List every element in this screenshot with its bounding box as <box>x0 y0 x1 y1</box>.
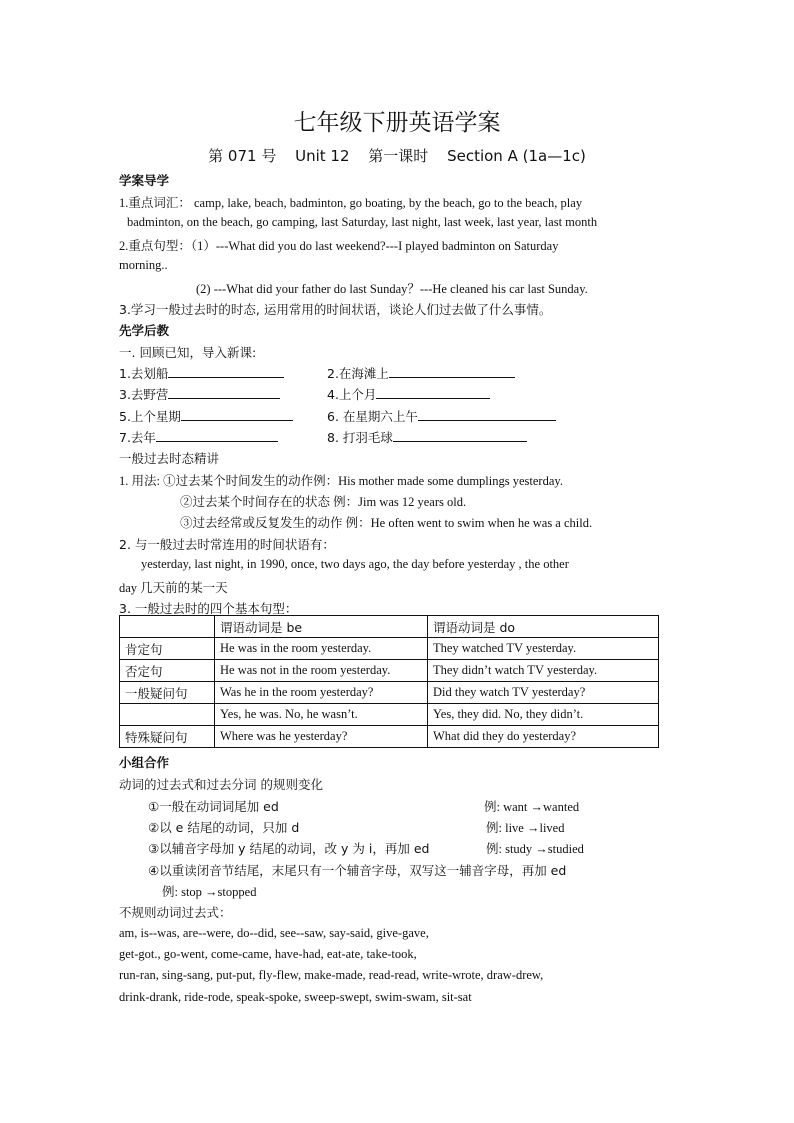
sentence-line-2: morning.. <box>119 258 168 272</box>
guide-heading: 学案导学 <box>119 173 170 188</box>
table-cell: He was in the room yesterday. <box>215 638 428 660</box>
usage-2: ②过去某个时间存在的状态 例：Jim was 12 years old. <box>180 495 467 509</box>
table-cell: Did they watch TV yesterday? <box>428 682 659 704</box>
table-header-cell: 谓语动词是 do <box>428 616 659 638</box>
exercise-1: 1.去划船 <box>119 364 284 382</box>
exercise-5: 5.上个星期 <box>119 407 293 425</box>
table-cell: Was he in the room yesterday? <box>215 682 428 704</box>
table-row <box>120 704 659 726</box>
patterns-title: 3. 一般过去时的四个基本句型： <box>119 601 298 616</box>
irregular-line-4: drink-drank, ride-rode, speak-spoke, sweep-swept, swim-swam, sit-sat <box>119 990 472 1004</box>
rule-3: ③以辅音字母加 y 结尾的动词，改 y 为 i，再加 ed <box>148 841 430 856</box>
answer-blank[interactable] <box>181 408 293 421</box>
irregular-line-1: am, is--was, are--were, do--did, see--saw, say-said, give-gave, <box>119 926 429 940</box>
table-row <box>120 726 659 748</box>
answer-blank[interactable] <box>156 429 278 442</box>
adverbs-title: 2. 与一般过去时常连用的时间状语有： <box>119 537 335 552</box>
usage-1: 1. 用法: ①过去某个时间发生的动作例：His mother made some dumplings yesterday. <box>119 474 563 488</box>
rule-title: 动词的过去式和过去分词 的规则变化 <box>119 777 323 792</box>
answer-blank[interactable] <box>168 386 280 399</box>
review-title: 一. 回顾已知，导入新课: <box>119 345 257 360</box>
answer-blank[interactable] <box>376 386 490 399</box>
answer-blank[interactable] <box>418 408 556 421</box>
table-cell: They watched TV yesterday. <box>428 638 659 660</box>
exercise-3: 3.去野营 <box>119 385 280 403</box>
lesson-period: 第一课时 <box>368 147 429 165</box>
vocab-line-2: badminton, on the beach, go camping, last Saturday, last night, last week, last year, last month <box>127 215 598 229</box>
row-label: 特殊疑问句 <box>120 726 215 748</box>
rule-4-example: 例: stop →stopped <box>162 885 257 899</box>
rule-4: ④以重读闭音节结尾，末尾只有一个辅音字母，双写这一辅音字母，再加 ed <box>148 863 567 878</box>
unit-label: Unit 12 <box>295 147 350 165</box>
rule-1-example: 例: want →wanted <box>484 800 580 814</box>
rule-2-example: 例: live →lived <box>486 821 565 835</box>
answer-blank[interactable] <box>168 365 284 378</box>
irregular-line-3: run-ran, sing-sang, put-put, fly-flew, make-made, read-read, write-wrote, draw-drew, <box>119 968 544 982</box>
exercise-2: 2.在海滩上 <box>327 364 515 382</box>
adverbs-line-2: day 几天前的某一天 <box>119 581 228 595</box>
rule-2: ②以 e 结尾的动词，只加 d <box>148 820 300 835</box>
table-header-cell <box>120 616 215 638</box>
page-subtitle <box>0 145 794 166</box>
row-label: 否定句 <box>120 660 215 682</box>
tense-title: 一般过去时态精讲 <box>119 451 220 466</box>
exercise-6: 6. 在星期六上午 <box>327 407 556 425</box>
sentence-pattern-table <box>119 615 659 748</box>
vocab-line-1: 1.重点词汇： camp, lake, beach, badminton, go boating, by the beach, go to the beach, play <box>119 196 583 210</box>
usage-3: ③过去经常或反复发生的动作 例：He often went to swim when he was a child. <box>180 516 593 530</box>
irregular-title: 不规则动词过去式： <box>119 905 232 920</box>
row-label: 一般疑问句 <box>120 682 215 704</box>
answer-blank[interactable] <box>389 365 515 378</box>
sentence-line-3: (2) ---What did your father do last Sunday？---He cleaned his car last Sunday. <box>196 282 588 296</box>
table-cell: Yes, he was. No, he wasn’t. <box>215 704 428 726</box>
answer-blank[interactable] <box>393 429 527 442</box>
table-header-cell: 谓语动词是 be <box>215 616 428 638</box>
learning-goal: 3.学习一般过去时的时态, 运用常用的时间状语，谈论人们过去做了什么事情。 <box>119 302 552 317</box>
table-cell: What did they do yesterday? <box>428 726 659 748</box>
row-label: 肯定句 <box>120 638 215 660</box>
exercise-4: 4.上个月 <box>327 385 490 403</box>
row-label <box>120 704 215 726</box>
lesson-number: 第 071 号 <box>208 147 277 165</box>
table-cell: He was not in the room yesterday. <box>215 660 428 682</box>
exercise-7: 7.去年 <box>119 428 278 446</box>
pre-heading: 先学后教 <box>119 323 170 338</box>
table-header-row <box>120 616 659 638</box>
table-row <box>120 638 659 660</box>
table-row <box>120 682 659 704</box>
table-cell: They didn’t watch TV yesterday. <box>428 660 659 682</box>
page-title: 七年级下册英语学案 <box>293 110 501 136</box>
section-label: Section A (1a—1c) <box>447 147 586 165</box>
adverbs-line-1: yesterday, last night, in 1990, once, two days ago, the day before yesterday , the other <box>141 557 569 571</box>
irregular-line-2: get-got., go-went, come-came, have-had, eat-ate, take-took, <box>119 947 417 961</box>
rule-1: ①一般在动词词尾加 ed <box>148 799 279 814</box>
rule-3-example: 例: study →studied <box>486 842 584 856</box>
group-heading: 小组合作 <box>119 755 170 770</box>
table-cell: Where was he yesterday? <box>215 726 428 748</box>
table-row <box>120 660 659 682</box>
exercise-8: 8. 打羽毛球 <box>327 428 527 446</box>
table-cell: Yes, they did. No, they didn’t. <box>428 704 659 726</box>
sentence-line-1: 2.重点句型：（1）---What did you do last weekend?---I played badminton on Saturday <box>119 239 559 253</box>
